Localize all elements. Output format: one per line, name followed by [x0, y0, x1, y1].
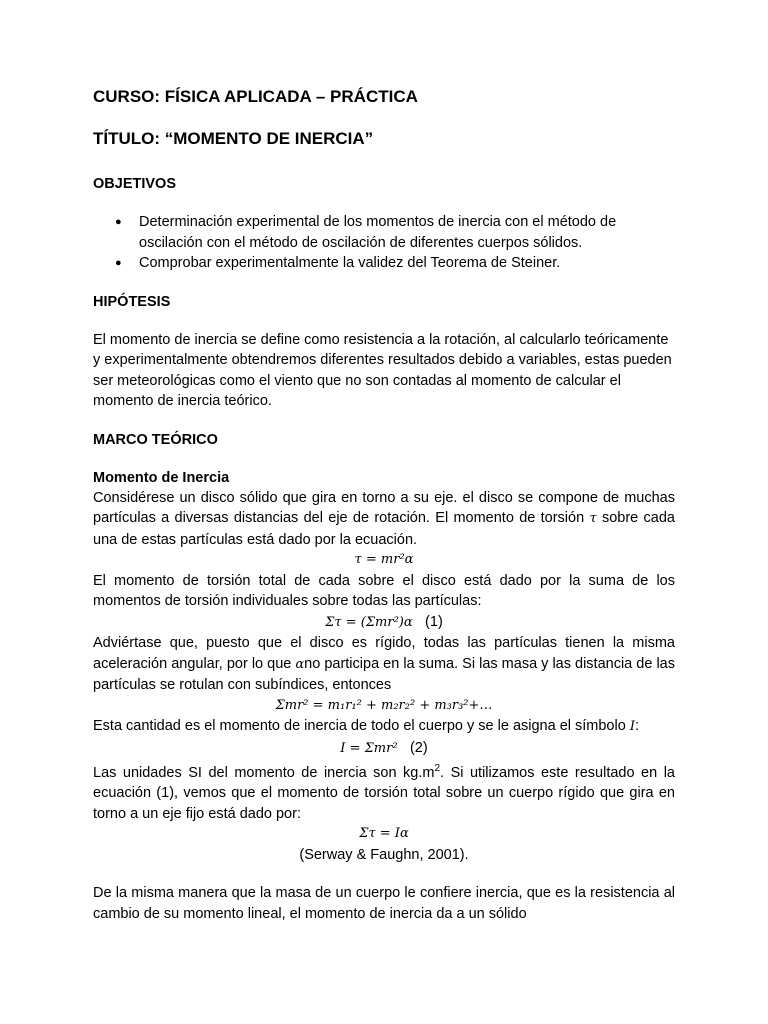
equation-2: Στ = (Σmr²)α (1) [325, 613, 443, 630]
paragraph-3: Adviértase que, puesto que el disco es rígido, todas las partículas tienen la misma aceleración angular, por lo que αno participa en la suma. Si las masa y las distancia de las partículas se rotulan con subíndices, entonces [93, 635, 675, 693]
objetivos-heading: OBJETIVOS [93, 176, 176, 192]
paragraph-1: Considérese un disco sólido que gira en torno a su eje. el disco se compone de muchas partículas a diversas distancias del eje de rotación. El momento de torsión τ sobre cada una de estas partículas está dado por la ecuación. [93, 489, 675, 548]
momento-subheading: Momento de Inercia [93, 469, 230, 486]
paragraph-5: Las unidades SI del momento de inercia son $kg.m^2$. Si utilizamos este resultado en la ecuación (1), vemos que el momento de torsión total sobre un cuerpo rígido que gira en torno a un eje fijo está dado por: [93, 763, 675, 822]
equation-4: I = Σmr² (2) [340, 739, 428, 756]
paragraph-6: De la misma manera que la masa de un cuerpo le confiere inercia, que es la resistencia al cambio de su momento lineal, el momento de inercia da a un sólido [93, 885, 675, 922]
course-title: CURSO: FÍSICA APLICADA – PRÁCTICA [93, 87, 418, 106]
objetivos-list [93, 212, 675, 274]
paragraph-4: Esta cantidad es el momento de inercia de todo el cuerpo y se le asigna el símbolo I: [93, 718, 639, 734]
tau-symbol: τ [589, 511, 597, 526]
marco-heading: MARCO TEÓRICO [93, 431, 218, 448]
hipotesis-paragraph: El momento de inercia se define como resistencia a la rotación, al calcularlo teóricamente y experimentalmente obtendremos diferentes resultados debido a variables, estas pueden ser meteorológicas como el viento que no son contadas al momento de calcular el momento de inercia teórico. [93, 331, 672, 409]
hipotesis-heading: HIPÓTESIS [93, 293, 171, 310]
equation-1: τ = mr²α [354, 552, 414, 567]
citation: (Serway & Faughn, 2001). [299, 846, 469, 863]
paragraph-2: El momento de torsión total de cada sobre el disco está dado por la suma de los momentos de torsión individuales sobre todas las partículas: [93, 572, 675, 609]
alpha-symbol: α [295, 656, 305, 672]
list-item: ● Determinación experimental de los momentos de inercia con el método de oscilación con el método de oscilación de diferentes cuerpos sólidos. [139, 212, 675, 253]
list-item: ● Comprobar experimentalmente la validez del Teorema de Steiner. [139, 253, 675, 274]
i-symbol: I [629, 719, 635, 734]
document-title: TÍTULO: “MOMENTO DE INERCIA” [93, 129, 374, 148]
equation-5: Στ = Iα [359, 826, 409, 842]
equation-3: Σmr² = m₁r₁² + m₂r₂² + m₃r₃²+… [275, 697, 493, 713]
